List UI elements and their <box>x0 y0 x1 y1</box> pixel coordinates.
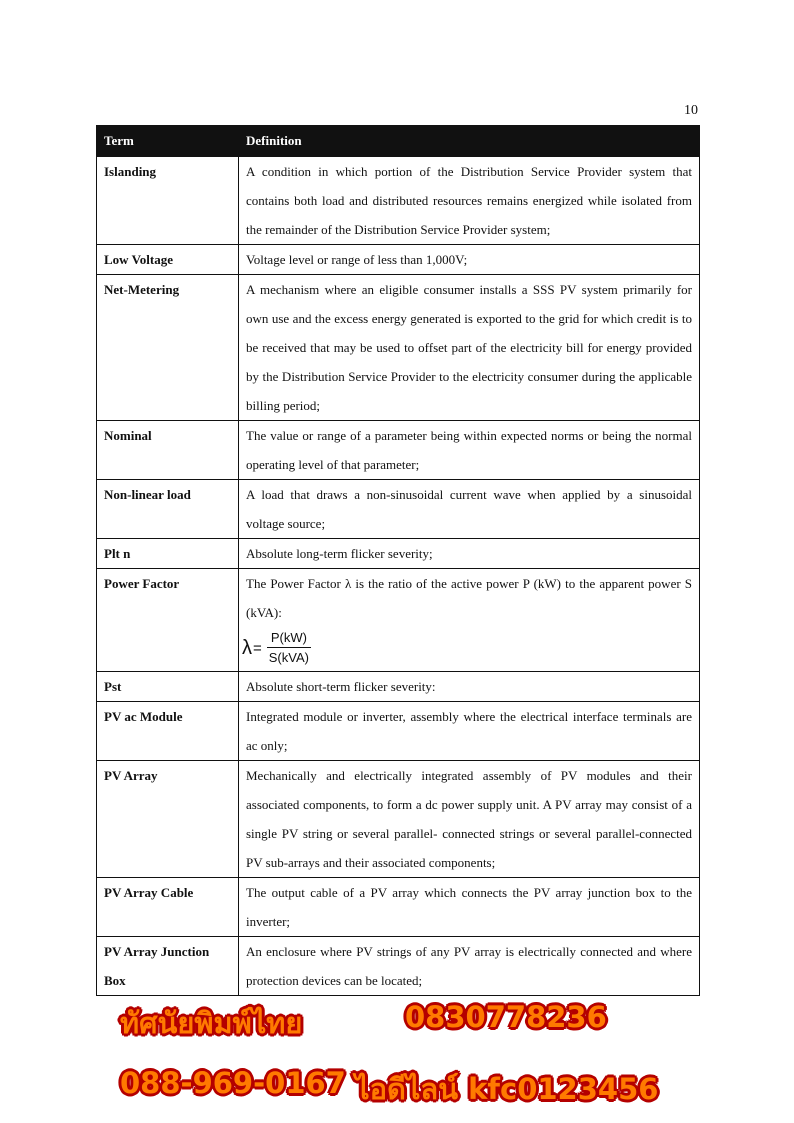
table-row <box>97 937 700 996</box>
definition-cell: Absolute short-term flicker severity: <box>239 672 700 702</box>
term-cell: Nominal <box>97 421 239 480</box>
term-cell: Islanding <box>97 157 239 245</box>
table-row <box>97 480 700 539</box>
table-row <box>97 275 700 421</box>
definition-cell: The value or range of a parameter being within expected norms or being the normal operating level of that parameter; <box>239 421 700 480</box>
term-cell: Low Voltage <box>97 245 239 275</box>
table-row <box>97 569 700 672</box>
definition-column-header: Definition <box>239 126 700 157</box>
table-header-row <box>97 126 700 157</box>
term-cell: Plt n <box>97 539 239 569</box>
definition-cell: An enclosure where PV strings of any PV array is electrically connected and where protection devices can be located; <box>239 937 700 996</box>
term-cell: PV Array Cable <box>97 878 239 937</box>
phone-number-watermark: 0830778236 <box>405 1000 607 1034</box>
term-cell: PV Array Junction Box <box>97 937 239 996</box>
definition-cell: A load that draws a non-sinusoidal current wave when applied by a sinusoidal voltage source; <box>239 480 700 539</box>
page-number: 10 <box>684 103 698 118</box>
definitions-table <box>96 125 700 996</box>
table-row <box>97 702 700 761</box>
definition-cell: Voltage level or range of less than 1,000V; <box>239 245 700 275</box>
phone-number-watermark-2: 088-969-0167 <box>120 1066 346 1100</box>
term-column-header: Term <box>97 126 239 157</box>
fraction-numerator: P(kW) <box>267 629 311 648</box>
term-cell: PV ac Module <box>97 702 239 761</box>
definition-cell: Mechanically and electrically integrated assembly of PV modules and their associated components, to form a dc power supply unit. A PV array may consist of a single PV string or several parallel- connected strings or several parallel-connected PV sub-arrays and their associated components; <box>239 761 700 878</box>
equals-sign: = <box>253 639 262 657</box>
definition-cell: A mechanism where an eligible consumer installs a SSS PV system primarily for own use and the excess energy generated is exported to the grid for which credit is to be received that may be used to offset part of the electricity bill for energy provided by the Distribution Service Provider to the electricity consumer during the applicable billing period; <box>239 275 700 421</box>
table-row <box>97 421 700 480</box>
lambda-symbol: λ <box>242 637 252 659</box>
table-row <box>97 878 700 937</box>
power-factor-formula <box>242 627 692 669</box>
definition-cell: Integrated module or inverter, assembly where the electrical interface terminals are ac only; <box>239 702 700 761</box>
line-id-watermark: ไอดีไลน์ kfc0123456 <box>355 1072 659 1106</box>
definition-cell: Absolute long-term flicker severity; <box>239 539 700 569</box>
definition-cell: The output cable of a PV array which connects the PV array junction box to the inverter; <box>239 878 700 937</box>
term-cell: Non-linear load <box>97 480 239 539</box>
fraction <box>265 629 313 668</box>
definition-cell: A condition in which portion of the Distribution Service Provider system that contains both load and distributed resources remains energized while isolated from the remainder of the Distribution Service Provider system; <box>239 157 700 245</box>
definition-cell <box>239 569 700 672</box>
table-row <box>97 672 700 702</box>
term-cell: Net-Metering <box>97 275 239 421</box>
table-row <box>97 539 700 569</box>
term-cell: PV Array <box>97 761 239 878</box>
table-row <box>97 157 700 245</box>
fraction-denominator: S(kVA) <box>268 649 309 665</box>
table-row <box>97 245 700 275</box>
shop-name-watermark: ทัศนัยพิมพ์ไทย <box>120 1006 303 1040</box>
term-cell: Power Factor <box>97 569 239 672</box>
table-row <box>97 761 700 878</box>
definition-text: The Power Factor λ is the ratio of the active power P (kW) to the apparent power S (kVA): <box>246 576 692 620</box>
term-cell: Pst <box>97 672 239 702</box>
